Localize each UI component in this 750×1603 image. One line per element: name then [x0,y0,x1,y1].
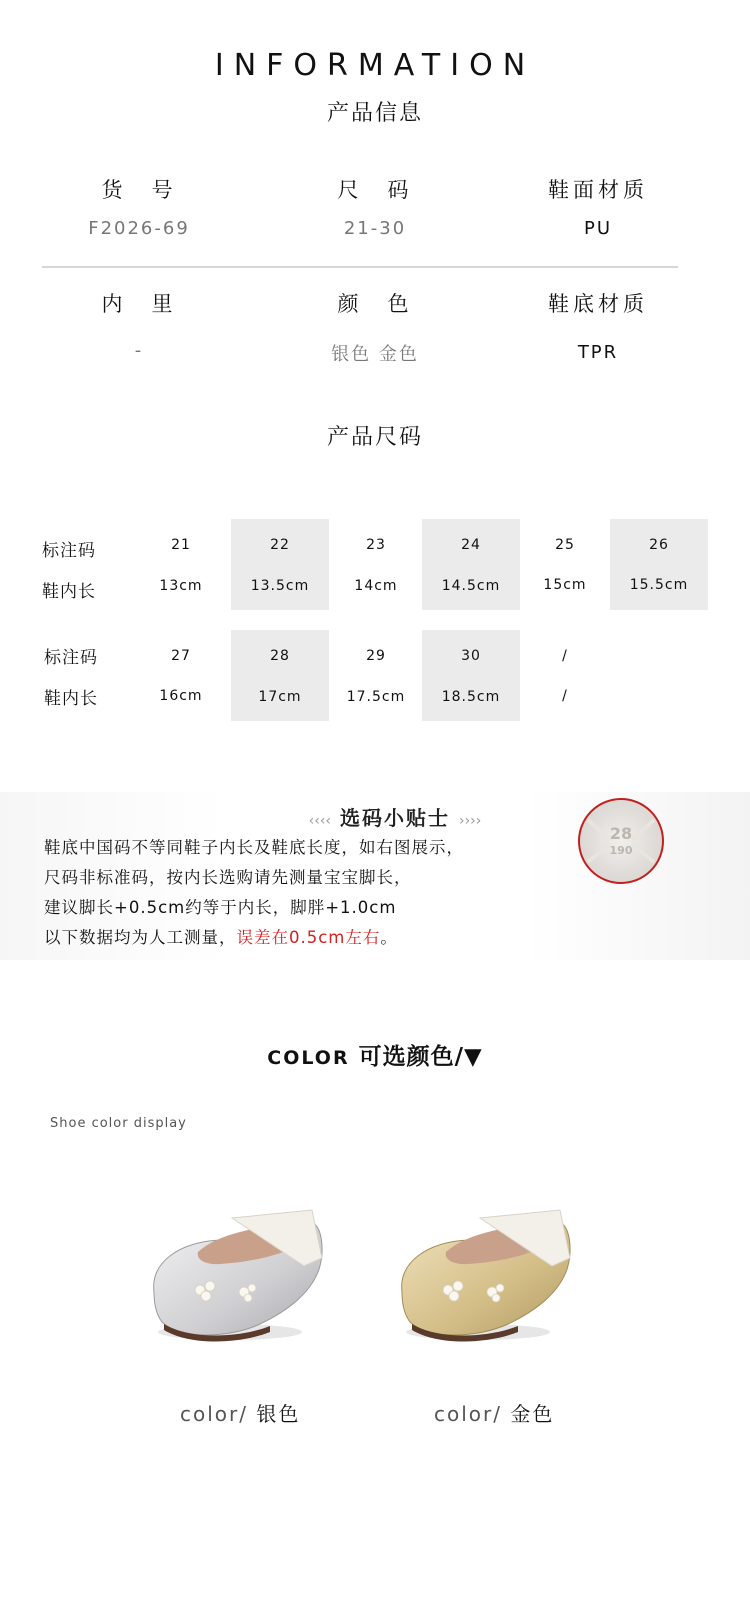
spec-divider [42,266,678,268]
table-cell-length: / [562,688,568,704]
info-subtitle: 产品信息 [326,101,423,126]
silver-color-caption [180,1398,300,1427]
tips-deco-left: ‹‹‹‹ [308,813,332,829]
table2-code-label: 标注码 [44,648,98,668]
spec-value-size: 21-30 [343,218,407,239]
spec-value-upper: PU [583,218,613,239]
spec-label-color: 颜 色 [337,292,413,316]
tips-line: 尺码非标准码，按内长选购请先测量宝宝脚长， [44,868,412,887]
spec-label-upper: 鞋面材质 [548,178,648,202]
tips-title [270,802,520,831]
table2-shade-28 [231,630,329,721]
table-cell-code: 21 [171,537,191,553]
tips-line-4 [44,924,398,948]
table1-shade-24 [422,519,520,610]
spec-label-item-no: 货 号 [101,178,177,202]
tips-line4-highlight: 误差在0.5cm左右 [236,928,381,947]
table-cell-code: 28 [270,648,290,664]
table1-shade-22 [231,519,329,610]
table1-length-label: 鞋内长 [42,582,96,602]
spec-value-item-no: F2026-69 [88,218,190,239]
table-cell-length: 13cm [159,578,203,594]
table-cell-code: 26 [649,537,669,553]
gold-shoe-image [388,1192,578,1352]
table-cell-length: 13.5cm [250,578,310,594]
caption-color-name: 银色 [256,1402,301,1426]
sole-size-number: 28 [609,824,633,843]
table-cell-code: 24 [461,537,481,553]
table-cell-code: 25 [555,537,575,553]
info-title: INFORMATION [214,48,536,83]
color-title-en: COLOR [267,1047,350,1069]
caption-prefix: color/ [434,1402,502,1426]
caption-prefix: color/ [180,1402,248,1426]
spec-label-lining: 内 里 [101,292,177,316]
gold-color-caption [434,1398,554,1427]
spec-value-lining: - [134,340,144,361]
sole-size-image [578,798,664,884]
color-section-title [0,1038,750,1071]
tips-line4-prefix: 以下数据均为人工测量， [44,928,237,947]
spec-label-size: 尺 码 [337,178,413,202]
tips-line4-suffix: 。 [380,928,398,947]
tips-deco-right: ›››› [458,813,482,829]
tips-title-text: 选码小贴士 [340,806,450,830]
table2-shade-30 [422,630,520,721]
spec-value-color: 银色 金色 [331,344,419,365]
table-cell-length: 14.5cm [441,578,501,594]
table-cell-code: 22 [270,537,290,553]
shoe-display-label: Shoe color display [50,1116,187,1131]
caption-color-name: 金色 [510,1402,555,1426]
size-section-title: 产品尺码 [326,425,423,450]
table2-length-label: 鞋内长 [44,689,98,709]
table-cell-code: 23 [366,537,386,553]
table-cell-length: 17cm [258,689,302,705]
table-cell-code: / [562,648,568,664]
sole-size-sub: 190 [609,844,633,857]
tips-line: 鞋底中国码不等同鞋子内长及鞋底长度，如右图展示， [44,838,464,857]
table1-shade-26 [610,519,708,610]
tips-line: 建议脚长+0.5cm约等于内长，脚胖+1.0cm [44,898,397,917]
color-title-cn: 可选颜色/▼ [358,1044,483,1070]
table1-code-label: 标注码 [42,541,96,561]
table-cell-code: 29 [366,648,386,664]
table-cell-code: 27 [171,648,191,664]
table-cell-length: 17.5cm [346,689,406,705]
table-cell-length: 14cm [354,578,398,594]
silver-shoe-image [140,1192,330,1352]
spec-label-sole: 鞋底材质 [548,292,648,316]
table-cell-length: 16cm [159,688,203,704]
table-cell-length: 18.5cm [441,689,501,705]
table-cell-code: 30 [461,648,481,664]
table-cell-length: 15.5cm [629,577,689,593]
spec-value-sole: TPR [577,342,619,363]
table-cell-length: 15cm [543,577,587,593]
